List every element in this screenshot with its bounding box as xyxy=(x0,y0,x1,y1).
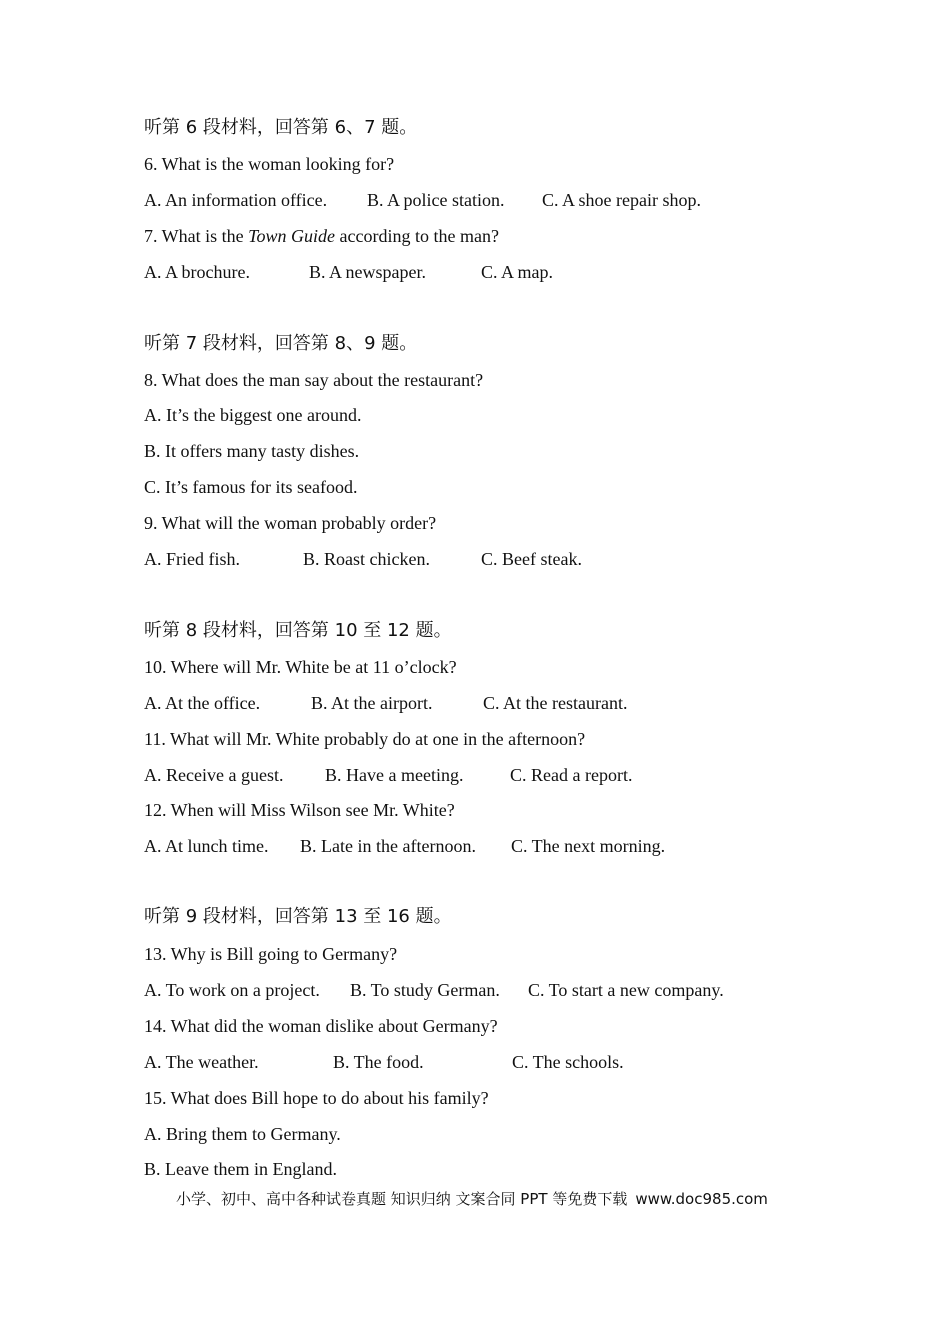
option-b: B. To study German. xyxy=(350,980,500,1000)
option-a: A. To work on a project. xyxy=(144,980,320,1000)
section-heading: 听第 9 段材料，回答第 13 至 16 题。 xyxy=(144,906,452,927)
question-6: 6. What is the woman looking for? xyxy=(144,154,395,174)
option-b: B. A police station. xyxy=(367,190,505,210)
footer-text: 小学、初中、高中各种试卷真题 知识归纳 文案合同 PPT 等免费下载 xyxy=(176,1190,628,1208)
option-c: C. A map. xyxy=(481,262,554,282)
option-b: B. A newspaper. xyxy=(309,262,426,282)
option-c: C. Read a report. xyxy=(510,765,633,785)
question-13: 13. Why is Bill going to Germany? xyxy=(144,944,398,964)
question-7-text-post: according to the man? xyxy=(335,226,499,246)
option-c: C. At the restaurant. xyxy=(483,693,628,713)
question-14: 14. What did the woman dislike about Germany? xyxy=(144,1016,498,1036)
option-a: A. Fried fish. xyxy=(144,549,240,569)
option-c: C. The schools. xyxy=(512,1052,624,1072)
footer xyxy=(176,1189,768,1209)
question-12: 12. When will Miss Wilson see Mr. White? xyxy=(144,800,455,820)
option-a: A. The weather. xyxy=(144,1052,259,1072)
question-7-title: Town Guide xyxy=(248,226,336,246)
option-c: C. A shoe repair shop. xyxy=(542,190,701,210)
option-b: B. Leave them in England. xyxy=(144,1159,337,1179)
option-c: C. To start a new company. xyxy=(528,980,724,1000)
question-10: 10. Where will Mr. White be at 11 o’clock? xyxy=(144,657,457,677)
option-b: B. At the airport. xyxy=(311,693,433,713)
question-7-text-pre: 7. What is the xyxy=(144,226,249,246)
section-heading: 听第 7 段材料，回答第 8、9 题。 xyxy=(144,333,418,354)
option-b: B. It offers many tasty dishes. xyxy=(144,441,360,461)
option-c: C. Beef steak. xyxy=(481,549,582,569)
option-b: B. Roast chicken. xyxy=(303,549,430,569)
option-c: C. The next morning. xyxy=(511,836,666,856)
option-a: A. An information office. xyxy=(144,190,328,210)
option-a: A. A brochure. xyxy=(144,262,250,282)
option-a: A. At lunch time. xyxy=(144,836,269,856)
option-a: A. It’s the biggest one around. xyxy=(144,405,362,425)
question-9: 9. What will the woman probably order? xyxy=(144,513,437,533)
question-7 xyxy=(144,225,499,247)
section-heading: 听第 8 段材料，回答第 10 至 12 题。 xyxy=(144,620,452,641)
option-a: A. Receive a guest. xyxy=(144,765,284,785)
section-heading: 听第 6 段材料，回答第 6、7 题。 xyxy=(144,117,418,138)
option-b: B. Have a meeting. xyxy=(325,765,464,785)
question-11: 11. What will Mr. White probably do at one in the afternoon? xyxy=(144,729,586,749)
option-b: B. Late in the afternoon. xyxy=(300,836,476,856)
option-a: A. Bring them to Germany. xyxy=(144,1124,341,1144)
option-b: B. The food. xyxy=(333,1052,424,1072)
question-8: 8. What does the man say about the restaurant? xyxy=(144,370,484,390)
footer-url[interactable]: www.doc985.com xyxy=(635,1190,768,1208)
option-a: A. At the office. xyxy=(144,693,261,713)
question-15: 15. What does Bill hope to do about his family? xyxy=(144,1088,489,1108)
option-c: C. It’s famous for its seafood. xyxy=(144,477,358,497)
